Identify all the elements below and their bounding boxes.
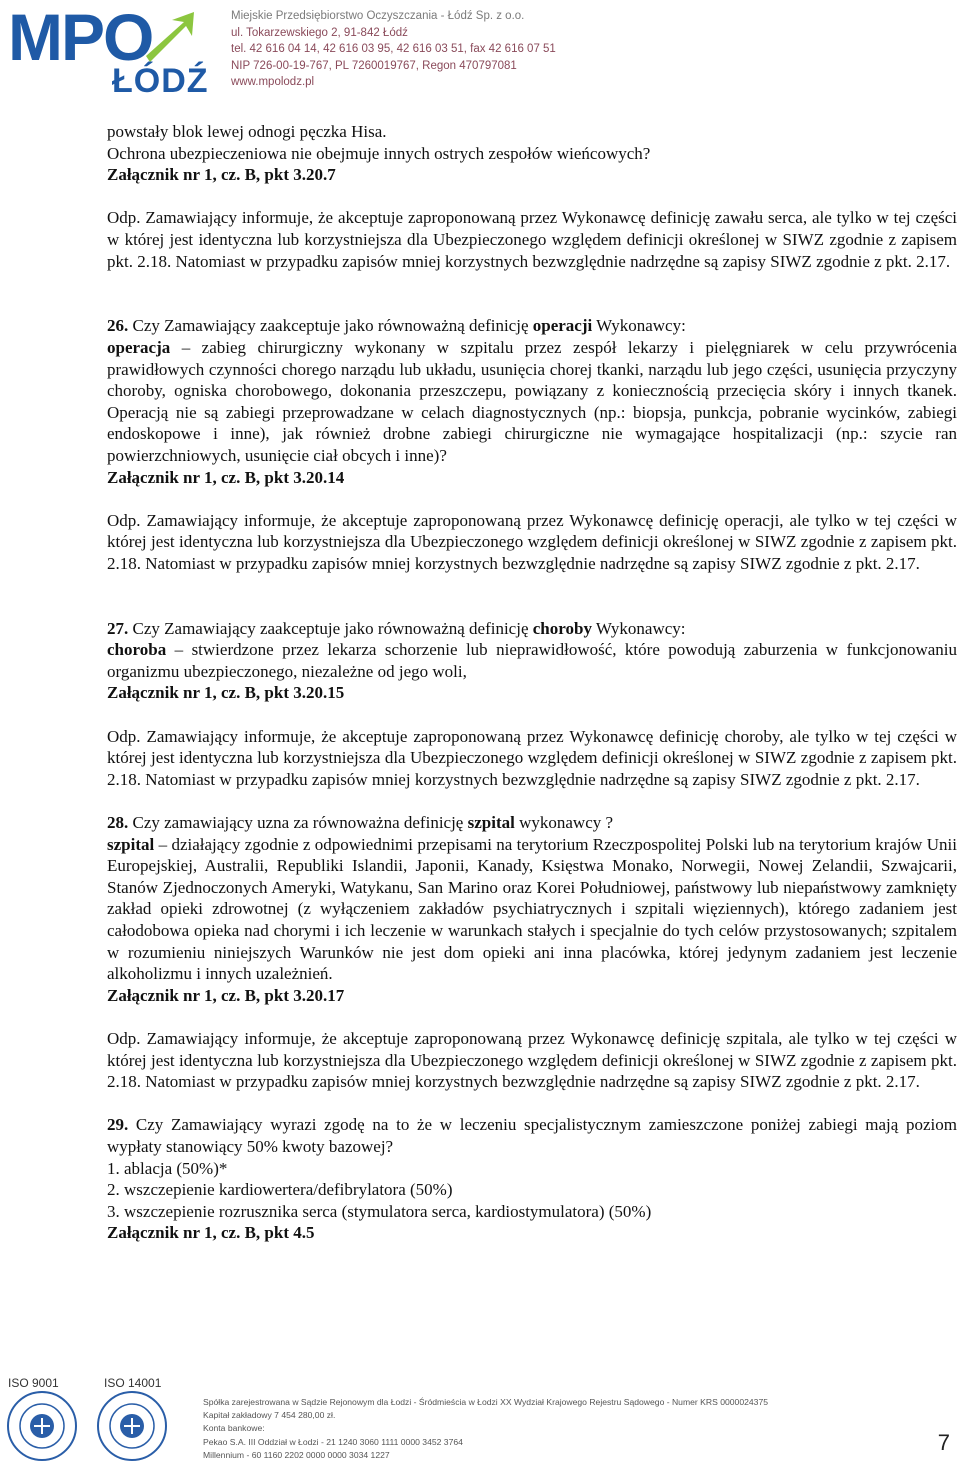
logo-letters: MPO [8,0,153,74]
list-item: 2. wszczepienie kardiowertera/defibrylatora (50%) [107,1180,453,1200]
page-number: 7 [937,1430,950,1455]
definition-27: choroba – stwierdzone przez lekarza schorzenie lub nieprawidłowość, które powodują zaburzenia w funkcjonowaniu organizmu ubezpieczonego, niezależne od jego woli, [107,640,957,681]
question-28: 28. Czy zamawiający uzna za równoważna definicję szpital wykonawcy ? [107,813,614,832]
answer-paragraph: Odp. Zamawiający informuje, że akceptuje zaproponowaną przez Wykonawcę definicję choroby, ale tylko w tej części w której jest identyczna lub korzystniejsza dla Ubezpieczonego względem definicji określonej w SIWZ zgodnie z zapisem pkt. 2.18. Natomiast w przypadku zapisów mniej korzystnych bezwzględnie nadrzędne są zapisy SIWZ zgodnie z pkt. 2.17. [107,726,957,789]
defined-term: szpital [467,813,515,832]
company-address: ul. Tokarzewskiego 2, 91-842 Łódź [231,26,408,39]
answer-paragraph: Odp. Zamawiający informuje, że akceptuje zaproponowaną przez Wykonawcę definicję szpitala, ale tylko w tej części w której jest identyczna lub korzystniejsza dla Ubezpieczonego względem definicji określonej w SIWZ zgodnie z zapisem pkt. 2.18. Natomiast w przypadku zapisów mniej korzystnych bezwzględnie nadrzędne są zapisy SIWZ zgodnie z pkt. 2.17. [107,1028,957,1092]
iso-14001-label: ISO 14001 [104,1376,162,1390]
paragraph: powstały blok lewej odnogi pęczka Hisa. [107,122,387,141]
question-27: 27. Czy Zamawiający zaakceptuje jako równoważną definicję choroby Wykonawcy: [107,618,686,638]
question-26: 26. Czy Zamawiający zaakceptuje jako równoważną definicję operacji Wykonawcy: [107,316,686,336]
attachment-reference: Załącznik nr 1, cz. B, pkt 3.20.7 [107,165,336,185]
question-number: 26. [107,316,129,336]
question-29: 29. Czy Zamawiający wyrazi zgodę na to że w leczeniu specjalistycznym zamieszczone poniżej zabiegi mają poziom wypłaty stanowiący 50% kwoty bazowej? [107,1115,957,1156]
company-ids: NIP 726-00-19-767, PL 7260019767, Regon 470797081 [231,59,517,72]
answer-paragraph: Odp. Zamawiający informuje, że akceptuje zaproponowaną przez Wykonawcę definicję zawału serca, ale tylko w tej części w której jest identyczna lub korzystniejsza dla Ubezpieczonego względem definicji określonej w SIWZ zgodnie z zapisem pkt. 2.18. Natomiast w przypadku zapisów mniej korzystnych bezwzględnie nadrzędne są zapisy SIWZ zgodnie z pkt. 2.17. [107,208,957,271]
question-number: 28. [107,813,129,832]
registration-info: Spółka zarejestrowana w Sądzie Rejonowym dla Łodzi - Śródmieścia w Łodzi XX Wydział Krajowego Rejestru Sądowego - Numer KRS 0000024375 Kapitał zakładowy 7 454 280,00 zł. Konta bankowe: Pekao S.A. III Oddział w Łodzi - 21 1240 3060 1111 0000 3452 3764 Millennium - 60 1160 2202 0000 0000 3034 1227 [203,1397,769,1460]
company-logo [8,0,220,100]
list-item: 3. wszczepienie rozrusznika serca (stymulatora serca, kardiostymulatora) (50%) [107,1201,652,1221]
company-website: www.mpolodz.pl [231,76,315,88]
chamber-seal-icon [96,1390,168,1462]
logo-city: ŁÓDŹ [112,62,209,100]
answer-paragraph: Odp. Zamawiający informuje, że akceptuje zaproponowaną przez Wykonawcę definicję operacji, ale tylko w tej części w której jest identyczna lub korzystniejsza dla Ubezpieczonego względem definicji określonej w SIWZ zgodnie z zapisem pkt. 2.18. Natomiast w przypadku zapisów mniej korzystnych bezwzględnie nadrzędne są zapisy SIWZ zgodnie z pkt. 2.17. [107,510,957,573]
attachment-reference: Załącznik nr 1, cz. B, pkt 4.5 [107,1223,315,1243]
question-number: 27. [107,618,129,638]
attachment-reference: Załącznik nr 1, cz. B, pkt 3.20.14 [107,467,345,487]
company-name: Miejskie Przedsiębiorstwo Oczyszczania - Łódź Sp. z o.o. [231,10,525,22]
logo-arrow-icon [132,8,212,64]
letterhead [0,0,960,110]
defined-term: choroby [532,618,592,638]
list-item: 1. ablacja (50%)* [107,1158,228,1178]
question-number: 29. [107,1115,129,1135]
paragraph: Ochrona ubezpieczeniowa nie obejmuje innych ostrych zespołów wieńcowych? [107,143,651,163]
attachment-reference: Załącznik nr 1, cz. B, pkt 3.20.17 [107,985,345,1005]
chamber-seal-icon [6,1390,78,1462]
document-body [107,121,957,1244]
attachment-reference: Załącznik nr 1, cz. B, pkt 3.20.15 [107,683,345,703]
footer [0,1360,960,1468]
company-phones: tel. 42 616 04 14, 42 616 03 95, 42 616 03 51, fax 42 616 07 51 [231,43,556,55]
definition-28: szpital – działający zgodnie z odpowiednimi przepisami na terytorium Rzeczpospolitej Polski lub na terytorium krajów Unii Europejskiej, Australii, Republiki Islandii, Japonii, Kanady, Księstwa Monako, Norwegii, Nowej Zelandii, Szwajcarii, Stanów Zjednoczonych Ameryki, Watykanu, San Marino oraz Korei Południowej, państwowy lub niepaństwowy zamknięty zakład opieki zdrowotnej (z wyłączeniem zakładów psychiatrycznych i szpitali więziennych), którego zadaniem jest całodobowa opieka nad chorymi i ich leczenie w warunkach stałych i specjalnie do tych celów przystosowanych; szpitalem w rozumieniu niniejszych Warunków nie jest dom opieki ani inna placówka, której jedynym zadaniem jest leczenie alkoholizmu i innych uzależnień. [107,834,957,984]
definition-26: operacja – zabieg chirurgiczny wykonany w szpitalu przez zespół lekarzy i pielęgniarek w celu przywrócenia prawidłowych czynności chorego narządu lub układu, usunięcia chorej tkanki, narządu lub jego części, usunięcia przyczyny choroby, ogniska chorobowego, dokonania przeszczepu, powiązany z koniecznością przecięcia skóry i innych tkanek. Operacją nie są zabiegi przeprowadzane w celach diagnostycznych (np.: biopsja, punkcja, pobranie wycinków, zabiegi endoskopowe i inne), jak również drobne zabiegi chirurgiczne nie wymagające hospitalizacji (np.: szycie ran powierzchniowych, usunięcie ciał obcych i inne)? [107,337,957,465]
company-details [231,8,556,91]
defined-term: operacji [532,316,593,336]
iso-9001-label: ISO 9001 [8,1376,59,1390]
